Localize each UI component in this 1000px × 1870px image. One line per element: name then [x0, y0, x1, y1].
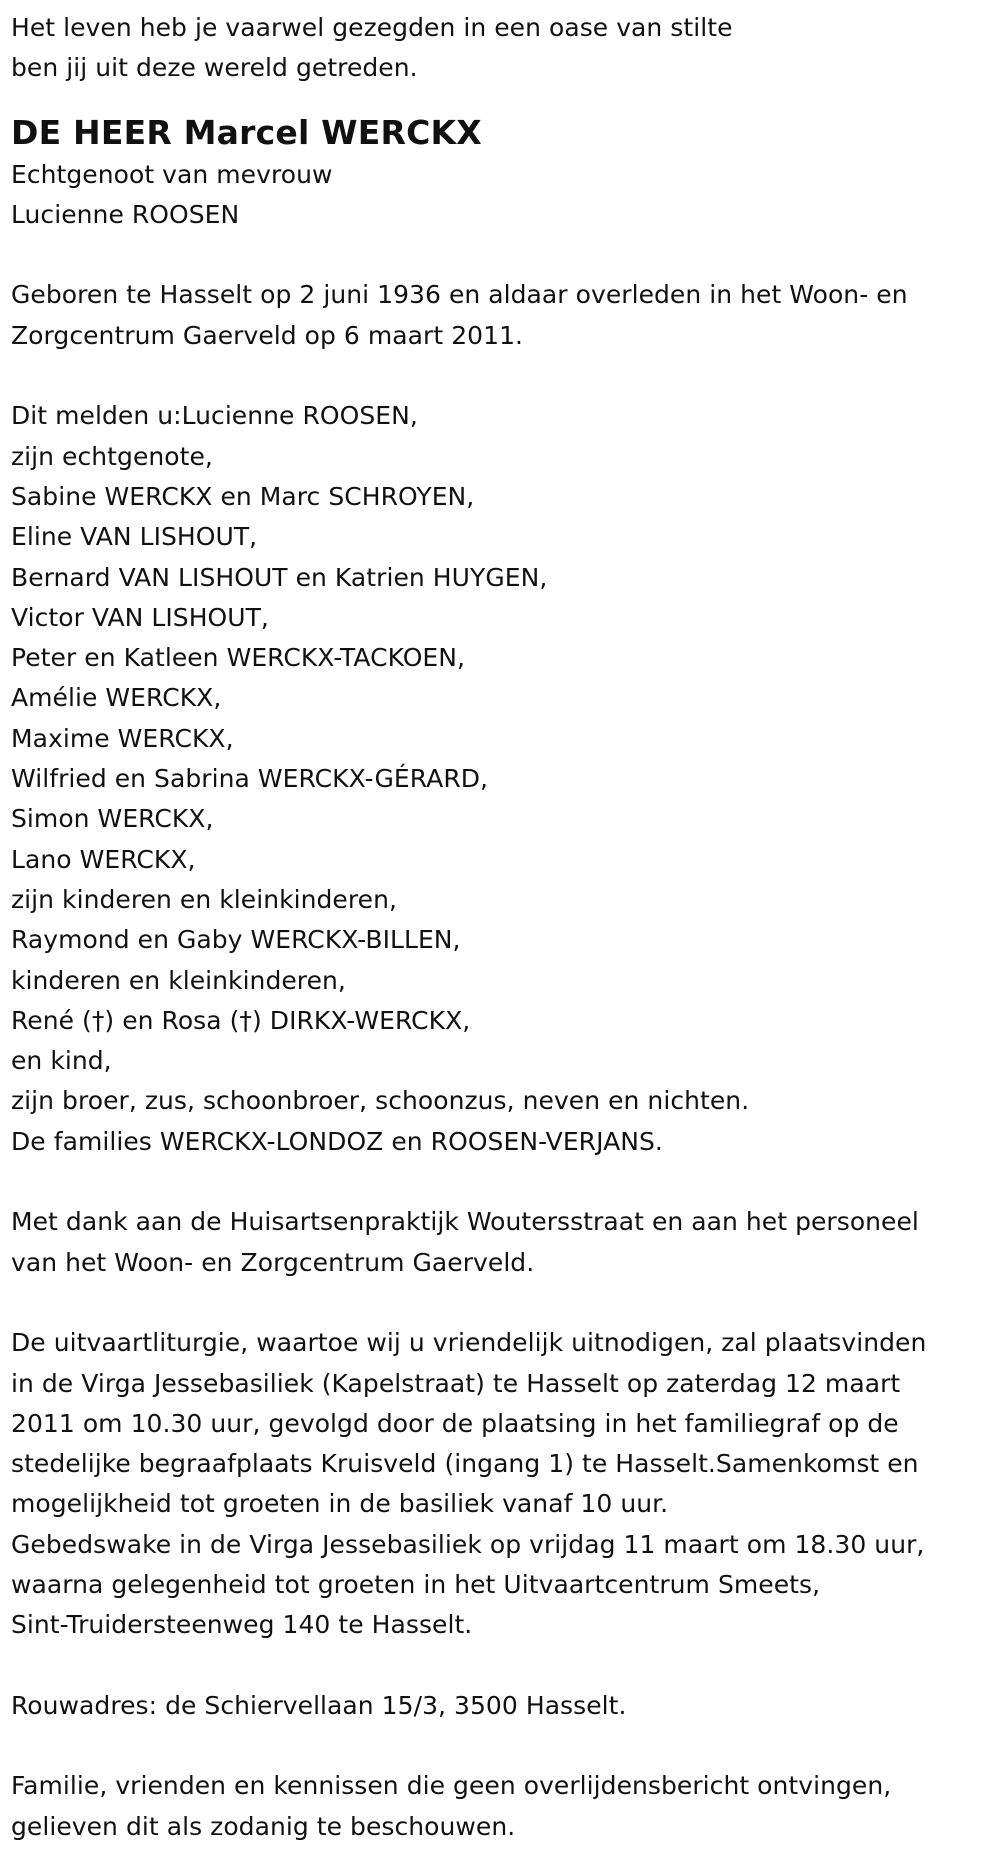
- family-line: Bernard VAN LISHOUT en Katrien HUYGEN,: [11, 562, 548, 592]
- family-line: Raymond en Gaby WERCKX-BILLEN,: [11, 925, 461, 955]
- funeral-line: Sint-Truidersteenweg 140 te Hasselt.: [11, 1610, 473, 1640]
- family-line: René (†) en Rosa (†) DIRKX-WERCKX,: [11, 1005, 471, 1035]
- funeral-line: Gebedswake in de Virga Jessebasiliek op vrijdag 11 maart om 18.30 uur,: [11, 1529, 925, 1559]
- family-line: De families WERCKX-LONDOZ en ROOSEN-VERJANS.: [11, 1126, 663, 1156]
- family-line: Simon WERCKX,: [11, 804, 214, 834]
- family-line: Eline VAN LISHOUT,: [11, 522, 258, 552]
- funeral-line: in de Virga Jessebasiliek (Kapelstraat) te Hasselt op zaterdag 12 maart: [11, 1368, 901, 1398]
- family-line: Wilfried en Sabrina WERCKX-GÉRARD,: [11, 764, 489, 794]
- family-list: [11, 396, 996, 1162]
- funeral-line: waarna gelegenheid tot groeten in het Uitvaartcentrum Smeets,: [11, 1569, 821, 1599]
- paragraph-gap: [11, 1646, 996, 1686]
- address-paragraph: [11, 1686, 996, 1726]
- thanks-line: Met dank aan de Huisartsenpraktijk Woutersstraat en aan het personeel: [11, 1207, 919, 1237]
- thanks-paragraph: [11, 1202, 996, 1283]
- funeral-line: De uitvaartliturgie, waartoe wij u vriendelijk uitnodigen, zal plaatsvinden: [11, 1328, 927, 1358]
- paragraph-gap: [11, 1726, 996, 1766]
- birth-death-line: Geboren te Hasselt op 2 juni 1936 en aldaar overleden in het Woon- en: [11, 280, 908, 310]
- closing-line: Familie, vrienden en kennissen die geen overlijdensbericht ontvingen,: [11, 1771, 892, 1801]
- thanks-line: van het Woon- en Zorgcentrum Gaerveld.: [11, 1247, 535, 1277]
- family-line: Maxime WERCKX,: [11, 723, 234, 753]
- family-line: zijn echtgenote,: [11, 441, 213, 471]
- family-line: Lano WERCKX,: [11, 844, 196, 874]
- family-line: Victor VAN LISHOUT,: [11, 602, 269, 632]
- spouse-line: Echtgenoot van mevrouw: [11, 159, 333, 189]
- funeral-paragraph: [11, 1323, 996, 1645]
- family-line: Amélie WERCKX,: [11, 683, 222, 713]
- paragraph-gap: [11, 235, 996, 275]
- paragraph-gap: [11, 1162, 996, 1202]
- birth-death-paragraph: [11, 275, 996, 356]
- opening-verse: [11, 8, 996, 89]
- opening-line: Het leven heb je vaarwel gezegden in een oase van stilte: [11, 13, 733, 42]
- deceased-name-heading: DE HEER Marcel WERCKX: [11, 112, 482, 152]
- family-line: Peter en Katleen WERCKX-TACKOEN,: [11, 643, 466, 673]
- obituary-document: [11, 8, 996, 1847]
- funeral-line: 2011 om 10.30 uur, gevolgd door de plaatsing in het familiegraf op de: [11, 1408, 899, 1438]
- funeral-line: mogelijkheid tot groeten in de basiliek vanaf 10 uur.: [11, 1489, 669, 1519]
- closing-paragraph: [11, 1766, 996, 1847]
- opening-line: ben jij uit deze wereld getreden.: [11, 53, 418, 83]
- address-line: Rouwadres: de Schiervellaan 15/3, 3500 Hasselt.: [11, 1690, 627, 1720]
- family-line: kinderen en kleinkinderen,: [11, 965, 346, 995]
- spouse-info: [11, 155, 996, 236]
- closing-line: gelieven dit als zodanig te beschouwen.: [11, 1811, 516, 1841]
- family-line: zijn broer, zus, schoonbroer, schoonzus, neven en nichten.: [11, 1086, 750, 1116]
- funeral-line: stedelijke begraafplaats Kruisveld (ingang 1) te Hasselt.Samenkomst en: [11, 1449, 919, 1479]
- spouse-line: Lucienne ROOSEN: [11, 199, 240, 229]
- paragraph-gap: [11, 356, 996, 396]
- family-line: zijn kinderen en kleinkinderen,: [11, 884, 397, 914]
- family-line: Sabine WERCKX en Marc SCHROYEN,: [11, 481, 475, 511]
- paragraph-gap: [11, 1283, 996, 1323]
- family-line: en kind,: [11, 1046, 112, 1076]
- birth-death-line: Zorgcentrum Gaerveld op 6 maart 2011.: [11, 320, 524, 350]
- family-line: Dit melden u:Lucienne ROOSEN,: [11, 401, 418, 431]
